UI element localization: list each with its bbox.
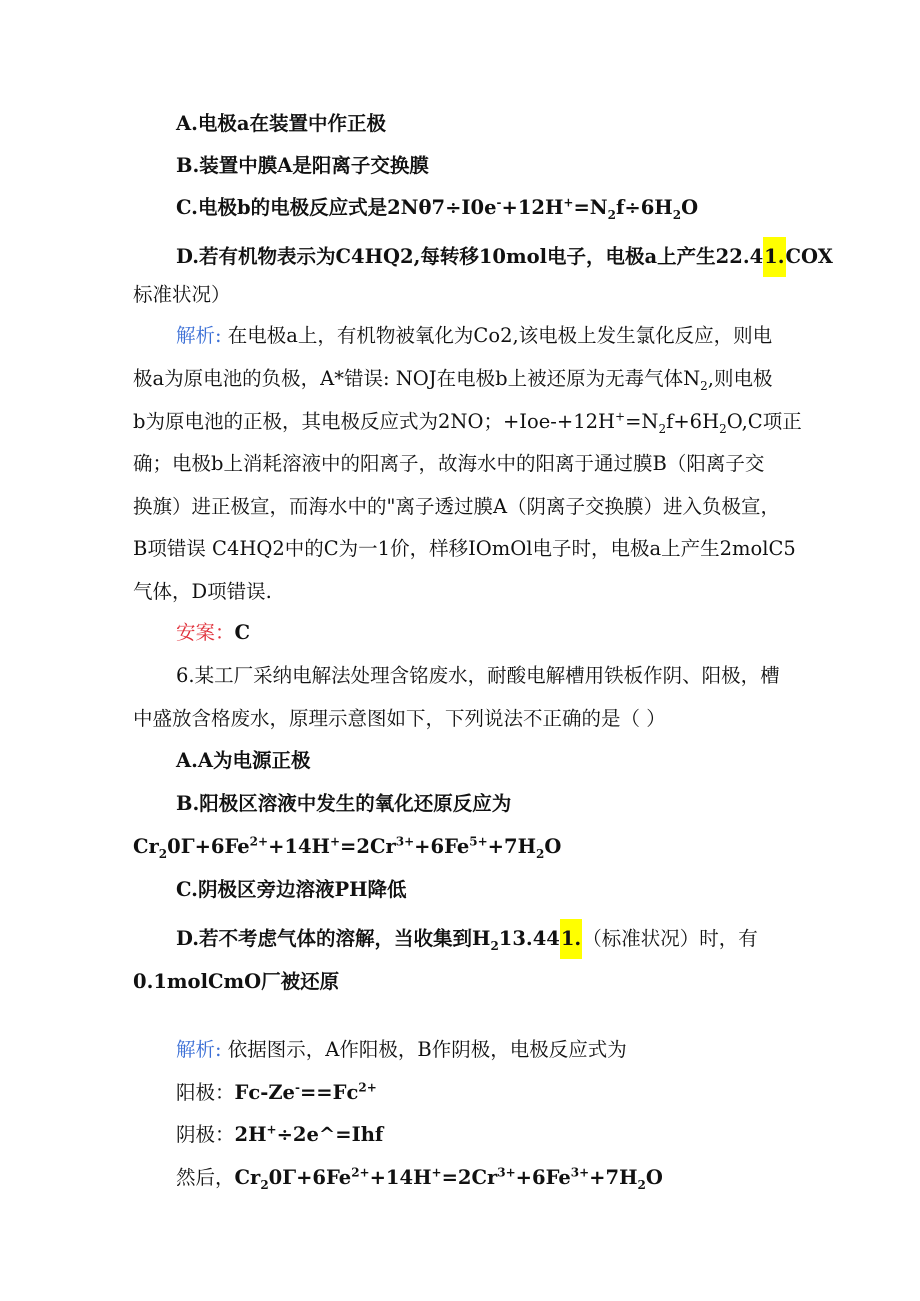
q6-option-c: C.阴极区旁边溶液PH降低 (176, 878, 407, 901)
q5-option-a-text: A.电极a在装置中作正极 (176, 112, 387, 135)
q5-option-b-text: B.装置中膜A是阳离子交换膜 (176, 154, 429, 177)
q5-analysis-line-4: 确；电极b上消耗溶液中的阳离子，故海水中的阳离于通过膜B（阳离子交 (133, 452, 765, 475)
q6-option-d: D.若不考虑气体的溶解，当收集到$H_213.441$.（标准状况）时，有 (176, 919, 758, 959)
q5-analysis-line-5: 换旗）进正极宣，而海水中的"离子透过膜A（阴离子交换膜）进入负极宣， (133, 495, 781, 518)
q5-option-b (176, 152, 429, 180)
q5-analysis-line-3: b为原电池的正极，其电极反应式为2NO；$+Ioe-+12H^+=N_2f+6H_2O,C$项正 (133, 409, 802, 436)
q5-answer (176, 619, 250, 647)
q6-stem-line-2: 中盛放含格废水，原理示意图如下，下列说法不正确的是（ ） (133, 707, 666, 730)
q6-anode-equation: 阳极：$Fc-Ze^-==Fc^{2+}$ (176, 1080, 377, 1104)
q6-equation-1: $Cr_20\Gamma+6Fe^{2+}+14H^+=2Cr^{3+}+6Fe^{5+}+7H_2O$ (133, 834, 562, 861)
q5-option-d: D.若有机物表示为C4HQ2,每转移10mol电子，电极a上产生22.41.COX (176, 237, 833, 277)
q6-stem-line-1: 6.某工厂采纳电解法处理含铭废水，耐酸电解槽用铁板作阴、阳极，槽 (176, 664, 780, 687)
answer-value: C (234, 621, 251, 644)
q5-option-a (176, 110, 386, 138)
q6-overall-equation: 然后，$Cr_20\Gamma+6Fe^{2+}+14H^+=2Cr^{3+}+6Fe^{3+}+7H_2O$ (176, 1165, 663, 1192)
q6-analysis-line-1: 解析: 依据图示，A作阳极，B作阴极，电极反应式为 (176, 1038, 627, 1061)
q6-option-a: A.A为电源正极 (176, 749, 311, 772)
analysis-label: 解析: (176, 1038, 222, 1061)
q6-option-b: B.阳极区溶液中发生的氧化还原反应为 (176, 792, 512, 815)
q5-analysis-line-6: B项错误 C4HQ2中的C为一1价，样移IOmOl电子时，电极a上产生2molC5 (133, 537, 796, 560)
q6-cathode-equation: 阴极：2H+÷2e^=Ihf (176, 1122, 384, 1146)
q5-option-d-continued: 标准状况） (133, 283, 231, 306)
q5-analysis-line-2: 极a为原电池的负极，A*错误: NOJ在电极b上被还原为无毒气体$N_2$,则电极 (133, 367, 773, 393)
answer-label: 安案： (176, 621, 235, 644)
q5-analysis-line-7: 气体，D项错误. (133, 580, 272, 603)
highlight-mark: 1. (763, 237, 785, 277)
q6-option-d-continued: 0.1molCmO厂被还原 (133, 970, 340, 993)
analysis-label: 解析: (176, 324, 222, 347)
highlight-mark: 1. (560, 919, 582, 959)
q5-option-c: C.电极b的电极反应式是$2N\theta 7\div I0e^-+12H^+=N_2f\div 6H_2O$ (176, 195, 699, 222)
q5-analysis-line-1: 解析: 在电极a上，有机物被氧化为Co2,该电极上发生氯化反应，则电 (176, 324, 773, 347)
